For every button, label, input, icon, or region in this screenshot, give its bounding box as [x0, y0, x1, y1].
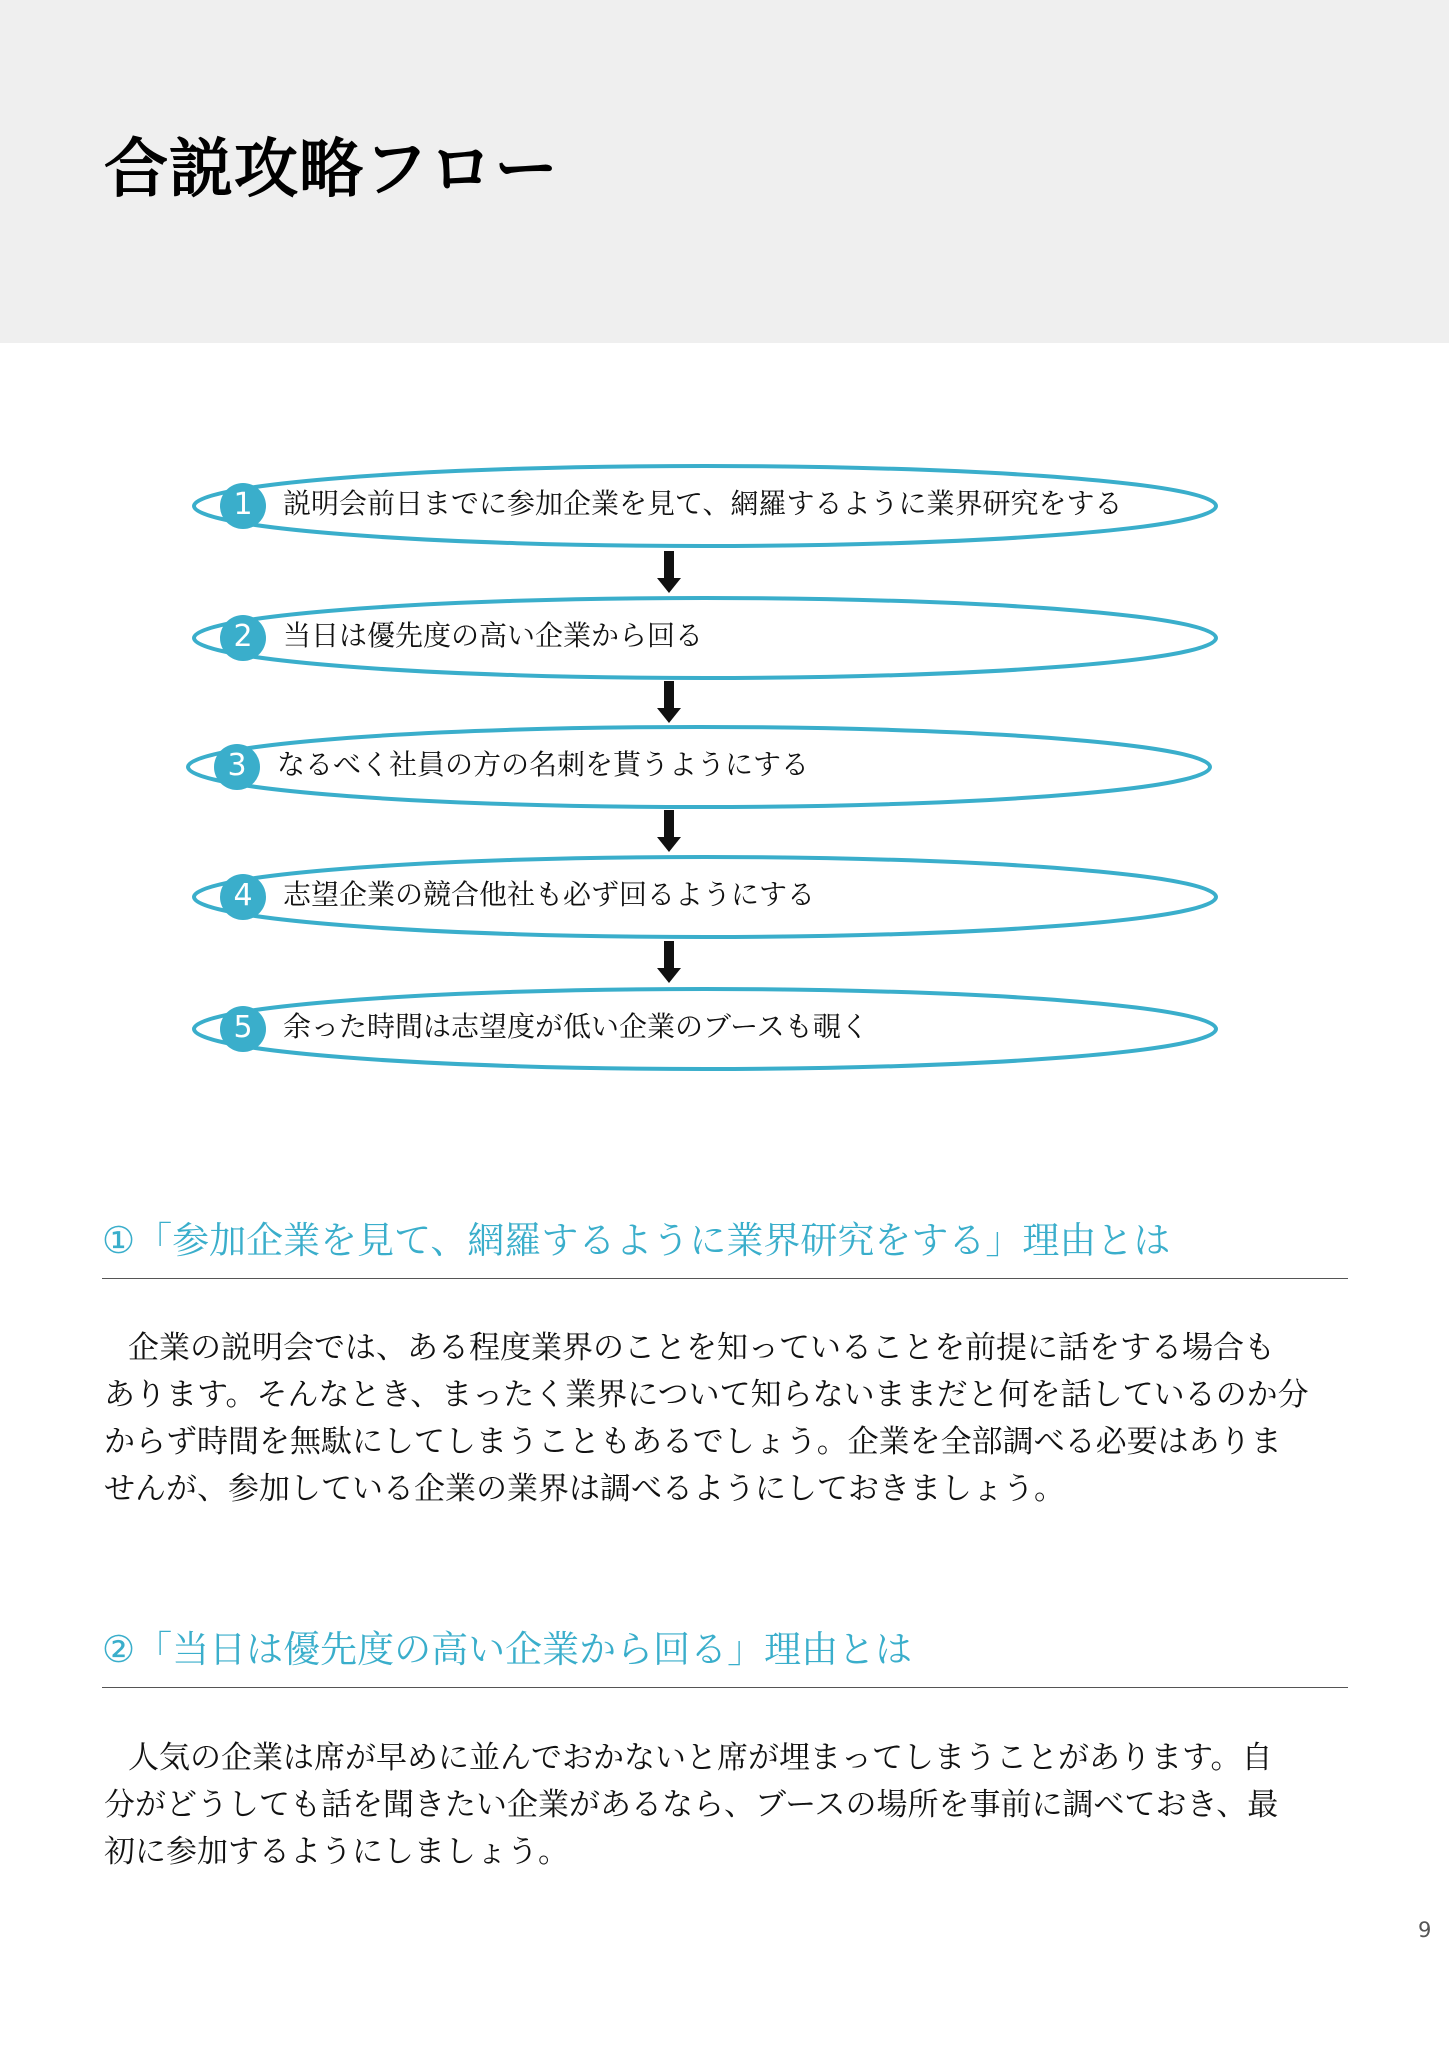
flow-step-2 [190, 594, 1220, 682]
section-heading-1: ①「参加企業を見て、網羅するように業界研究をする」理由とは [102, 1219, 1171, 1262]
section-heading-2: ②「当日は優先度の高い企業から回る」理由とは [102, 1628, 913, 1671]
section-body-2 [104, 1735, 1344, 1876]
section-body-1 [104, 1325, 1344, 1513]
body-line: あります。そんなとき、まったく業界について知らないままだと何を話しているのか分 [104, 1377, 1309, 1413]
body-line: 初に参加するようにしましょう。 [104, 1834, 569, 1870]
body-line: 企業の説明会では、ある程度業界のことを知っていることを前提に話をする場合も [128, 1330, 1275, 1366]
flow-step-4 [190, 853, 1220, 941]
body-line: せんが、参加している企業の業界は調べるようにしておきましょう。 [104, 1471, 1065, 1507]
down-arrow-icon [657, 810, 681, 854]
step-number-badge: 5 [220, 1006, 266, 1052]
flow-step-3 [184, 723, 1214, 811]
step-text: 志望企業の競合他社も必ず回るようにする [283, 878, 816, 911]
section-divider [102, 1687, 1348, 1688]
body-line: 人気の企業は席が早めに並んでおかないと席が埋まってしまうことがあります。自 [128, 1740, 1273, 1776]
page-number: 9 [1418, 1918, 1432, 1942]
step-number-badge: 2 [220, 615, 266, 661]
step-text: 説明会前日までに参加企業を見て、網羅するように業界研究をする [283, 487, 1123, 520]
down-arrow-icon [657, 551, 681, 595]
down-arrow-icon [657, 681, 681, 725]
section-divider [102, 1278, 1348, 1279]
step-text: 余った時間は志望度が低い企業のブースも覗く [283, 1010, 869, 1043]
page-title: 合説攻略フロー [104, 133, 559, 207]
step-text: 当日は優先度の高い企業から回る [283, 619, 704, 652]
step-number-badge: 1 [220, 483, 266, 529]
body-line: からず時間を無駄にしてしまうこともあるでしょう。企業を全部調べる必要はありま [104, 1424, 1282, 1460]
body-line: 分がどうしても話を聞きたい企業があるなら、ブースの場所を事前に調べておき、最 [104, 1787, 1279, 1823]
step-number-badge: 4 [220, 874, 266, 920]
step-text: なるべく社員の方の名刺を貰うようにする [277, 748, 810, 781]
down-arrow-icon [657, 941, 681, 985]
step-number-badge: 3 [214, 744, 260, 790]
flow-step-1 [190, 462, 1220, 550]
flow-step-5 [190, 985, 1220, 1073]
